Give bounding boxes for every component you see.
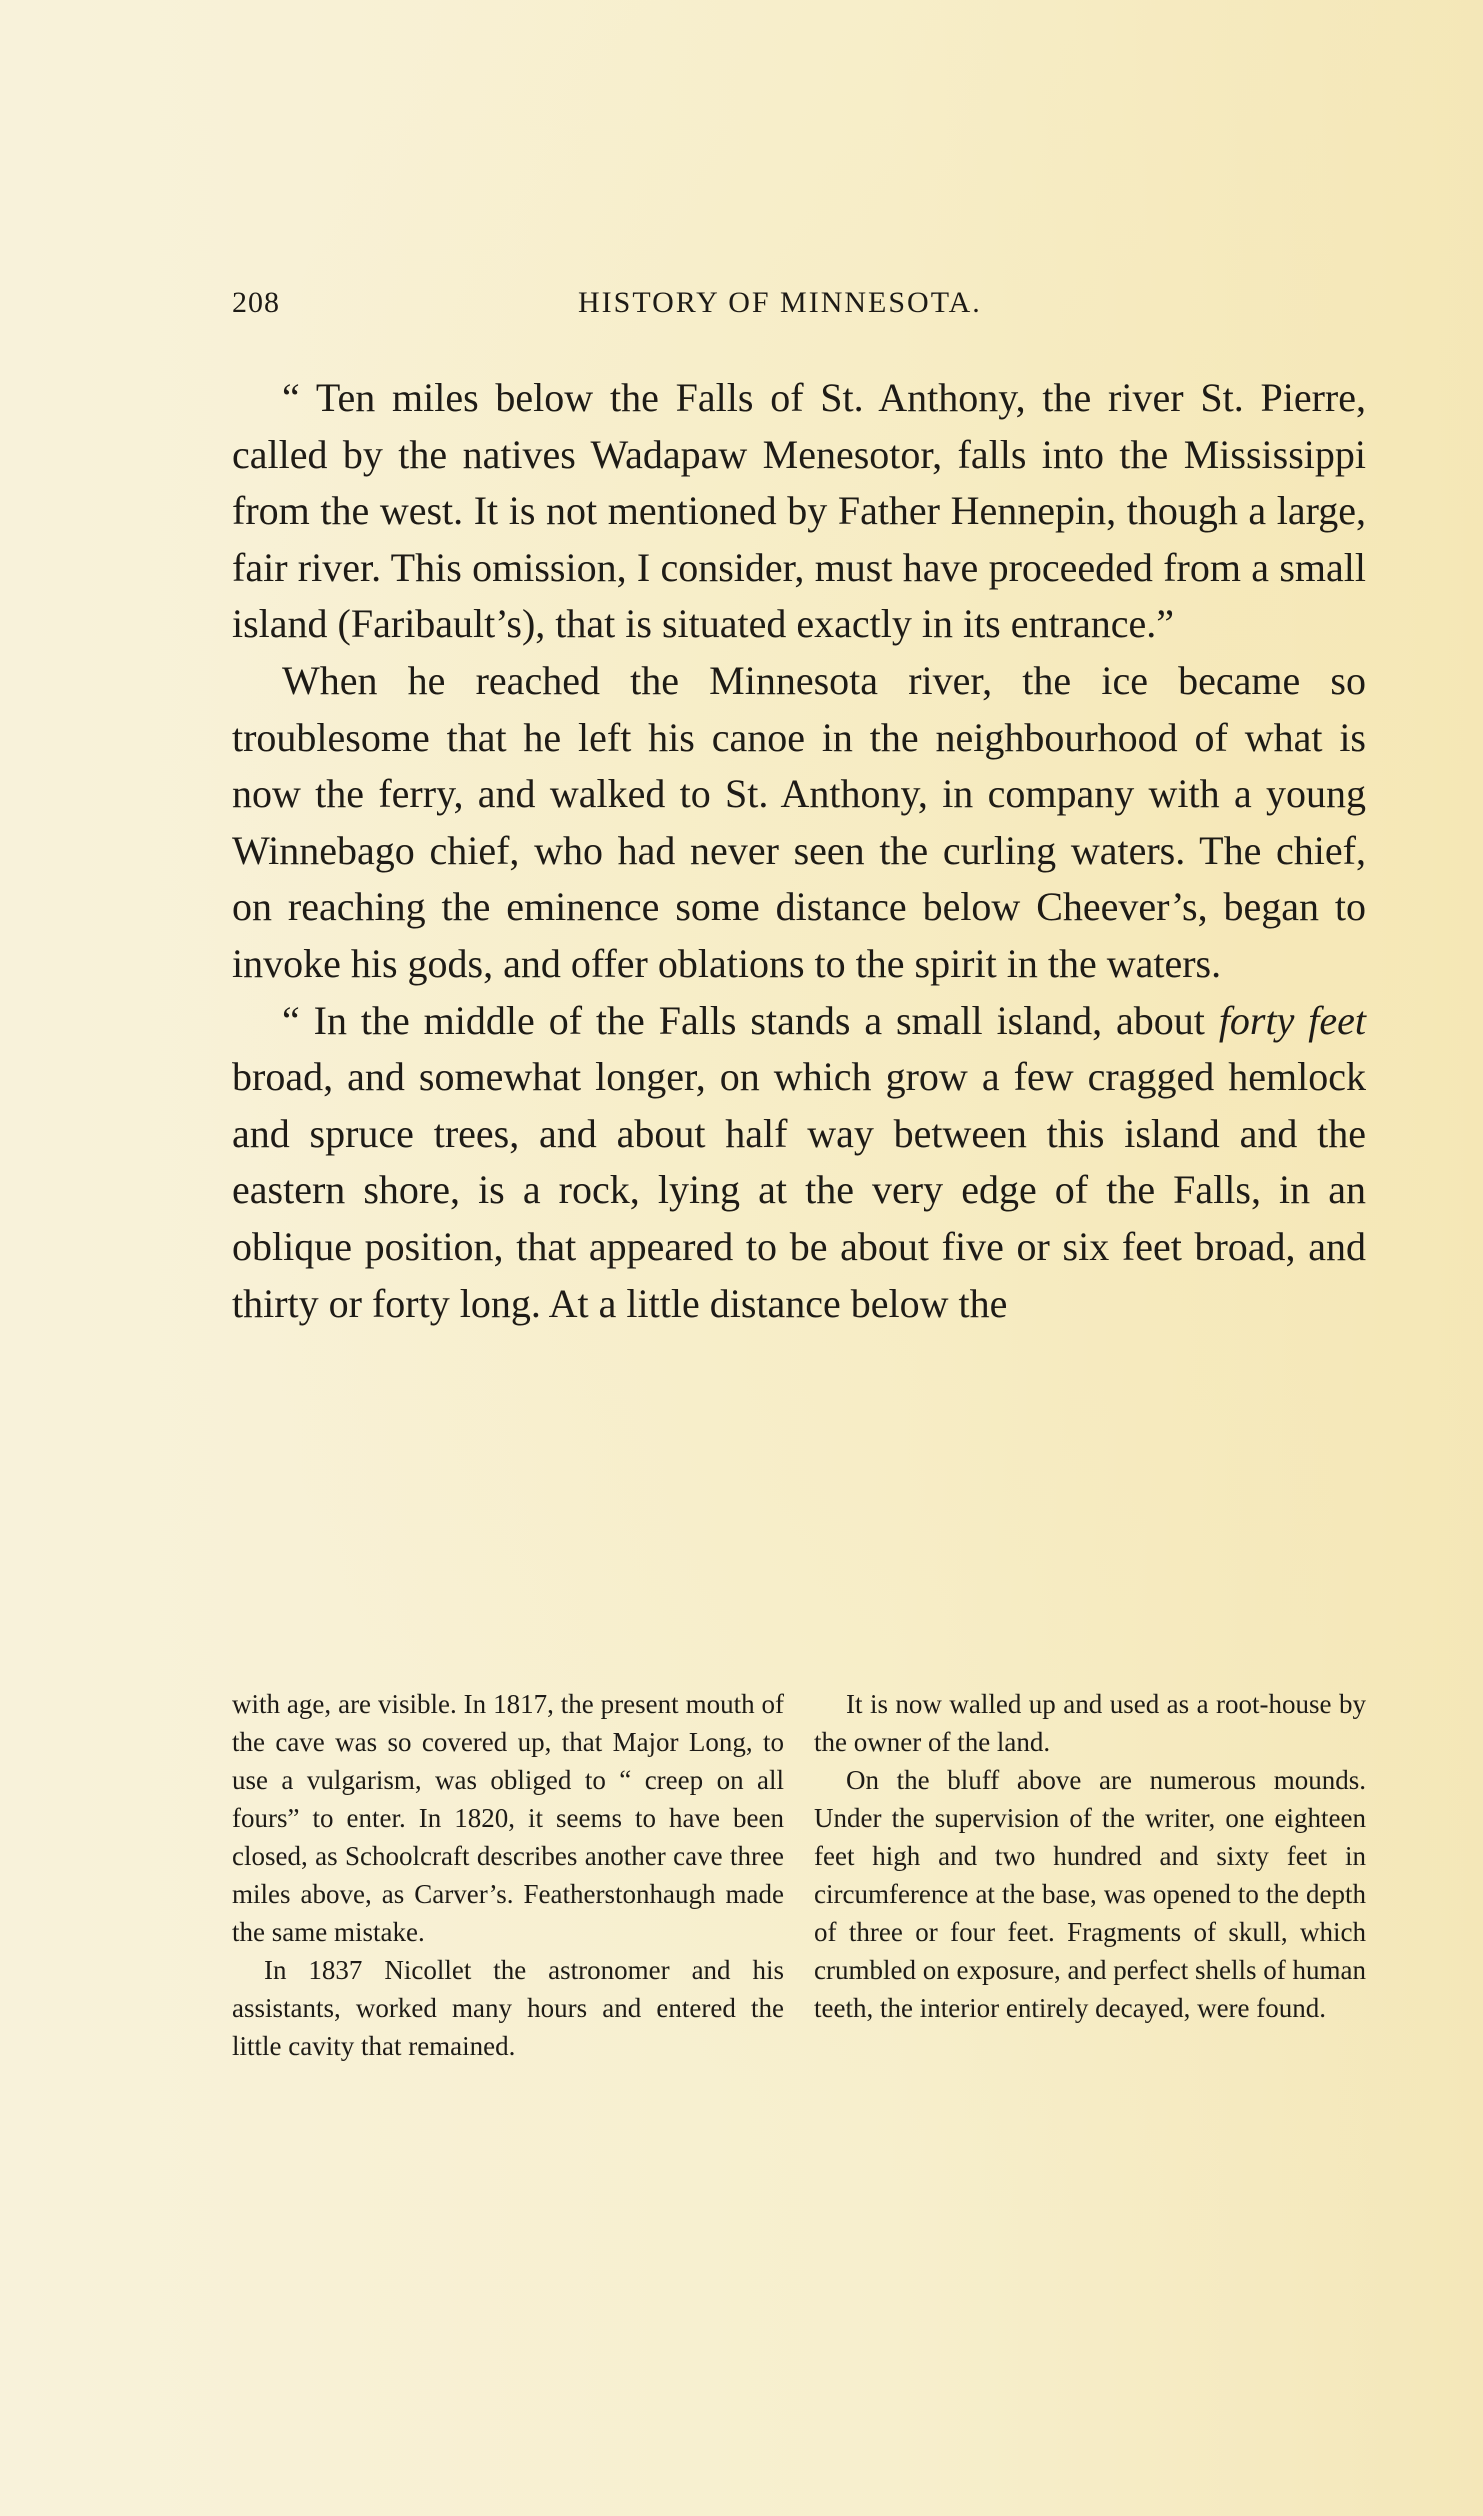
page-header	[232, 286, 1366, 326]
page-number: 208	[232, 286, 280, 319]
footnote-paragraph: with age, are visible. In 1817, the present mouth of the cave was so covered up, that Major Long, to use a vulgarism, was obliged to “ creep on all fours” to enter. In 1820, it seems to have been closed, as Schoolcraft describes another cave three miles above, as Carver’s. Featherstonhaugh made the same mistake.	[232, 1689, 784, 1947]
footnote-paragraph: On the bluff above are numerous mounds. Under the supervision of the writer, one eighteen feet high and two hundred and sixty feet in circumference at the base, was opened to the depth of three or four feet. Fragments of skull, which crumbled on exposure, and perfect shells of human teeth, the interior entirely decayed, were found.	[814, 1765, 1366, 2023]
main-text	[232, 370, 1366, 1332]
footnote-column-right	[814, 1685, 1366, 2065]
paragraph-minnesota-river: When he reached the Minnesota river, the ice became so troublesome that he left his canoe in the neighbourhood of what is now the ferry, and walked to St. Anthony, in company with a young Winnebago chief, who had never seen the curling waters. The chief, on reaching the eminence some distance below Cheever’s, began to invoke his gods, and offer oblations to the spirit in the waters.	[232, 657, 1366, 986]
paragraph-quote-falls-island	[232, 993, 1366, 1333]
paragraph-text: broad, and somewhat longer, on which grow a few cragged hemlock and spruce trees, and about half way between this island and the eastern shore, is a rock, lying at the very edge of the Falls, in an oblique position, that appeared to be about five or six feet broad, and thirty or forty long. At a little distance below the	[232, 1054, 1366, 1326]
emphasis-text: forty feet	[1218, 997, 1367, 1043]
running-head: HISTORY OF MINNESOTA.	[578, 286, 982, 319]
paragraph-text: “ In the middle of the Falls stands a small island, about	[282, 997, 1219, 1043]
paragraph-quote-st-pierre: “ Ten miles below the Falls of St. Anthony, the river St. Pierre, called by the natives Wadapaw Menesotor, falls into the Mississippi from the west. It is not mentioned by Father Hennepin, though a large, fair river. This omission, I consider, must have proceeded from a small island (Faribault’s), that is situated exactly in its entrance.”	[232, 375, 1366, 647]
footnote-column-left	[232, 1685, 784, 2065]
footnote-paragraph: It is now walled up and used as a root-house by the owner of the land.	[814, 1689, 1366, 1757]
footnote-paragraph: In 1837 Nicollet the astronomer and his assistants, worked many hours and entered the little cavity that remained.	[232, 1955, 784, 2061]
footnotes	[232, 1685, 1366, 2065]
